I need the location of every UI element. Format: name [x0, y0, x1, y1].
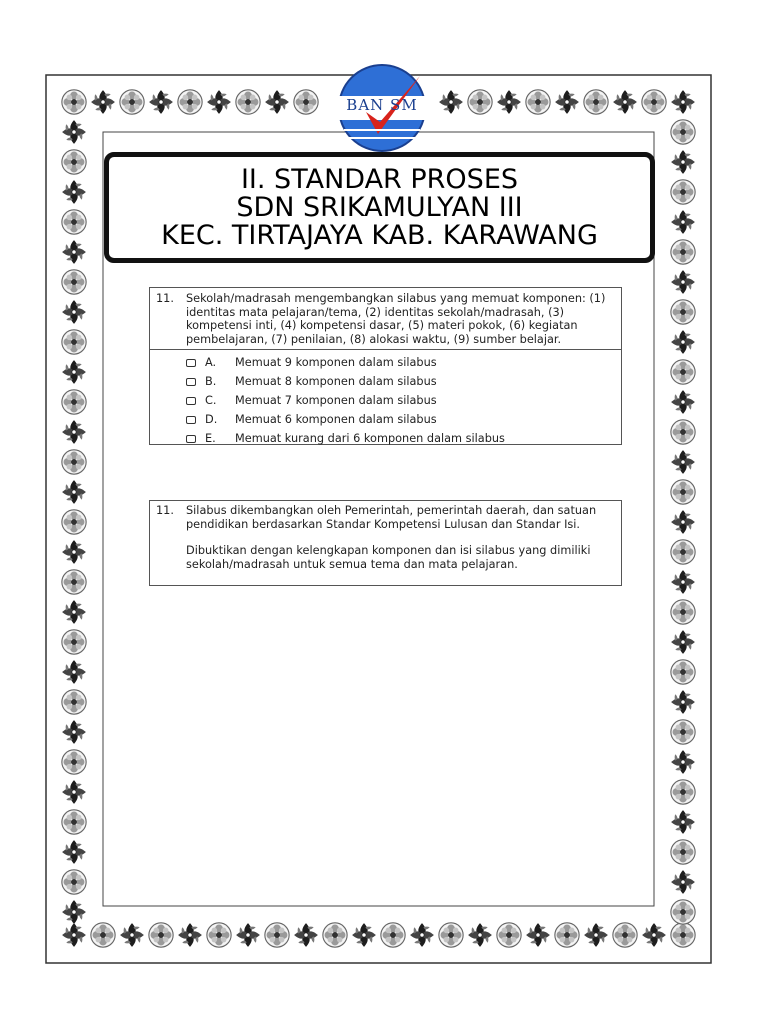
rosette-ornament — [642, 90, 666, 114]
flourish-ornament — [62, 900, 86, 924]
flourish-ornament — [497, 90, 521, 114]
flourish-ornament — [671, 150, 695, 174]
flourish-ornament — [671, 390, 695, 414]
flourish-ornament — [352, 923, 376, 947]
rosette-ornament — [671, 180, 695, 204]
option-a[interactable] — [186, 353, 621, 372]
title-box — [104, 152, 655, 263]
flourish-ornament — [671, 330, 695, 354]
question-text: Sekolah/madrasah mengembangkan silabus yang memuat komponen: (1) identitas mata pelajaran/tema, (2) identitas sekolah/madrasah, (3) kompetensi inti, (4) kompetensi dasar, (5) materi pokok, (6) kegiatan pembelajaran, (7) penilaian, (8) alokasi waktu, (9) sumber belajar. — [186, 292, 606, 346]
checkbox-icon[interactable] — [186, 416, 196, 424]
flourish-ornament — [62, 923, 86, 947]
rosette-ornament — [178, 90, 202, 114]
flourish-ornament — [671, 810, 695, 834]
question-content — [186, 504, 615, 584]
rosette-ornament — [62, 570, 86, 594]
rosette-ornament — [62, 90, 86, 114]
option-text: Memuat 6 komponen dalam silabus — [235, 412, 437, 426]
rosette-ornament — [584, 90, 608, 114]
flourish-ornament — [236, 923, 260, 947]
logo-wordmark: BAN SM — [346, 96, 418, 114]
title-line-2: SDN SRIKAMULYAN III — [236, 191, 523, 223]
checkbox-icon[interactable] — [186, 397, 196, 405]
rosette-ornament — [671, 780, 695, 804]
flourish-ornament — [410, 923, 434, 947]
rosette-ornament — [381, 923, 405, 947]
rosette-ornament — [323, 923, 347, 947]
flourish-ornament — [62, 540, 86, 564]
rosette-ornament — [91, 923, 115, 947]
rosette-ornament — [671, 480, 695, 504]
rosette-ornament — [62, 210, 86, 234]
option-text: Memuat 7 komponen dalam silabus — [235, 393, 437, 407]
flourish-ornament — [671, 210, 695, 234]
option-letter: C. — [205, 393, 217, 407]
checkbox-icon[interactable] — [186, 359, 196, 367]
rosette-ornament — [62, 150, 86, 174]
flourish-ornament — [671, 450, 695, 474]
rosette-ornament — [62, 750, 86, 774]
flourish-ornament — [671, 270, 695, 294]
flourish-ornament — [62, 180, 86, 204]
rosette-ornament — [497, 923, 521, 947]
rosette-ornament — [439, 923, 463, 947]
option-text: Memuat 8 komponen dalam silabus — [235, 374, 437, 388]
rosette-ornament — [207, 923, 231, 947]
rosette-ornament — [526, 90, 550, 114]
flourish-ornament — [62, 120, 86, 144]
flourish-ornament — [62, 360, 86, 384]
flourish-ornament — [62, 300, 86, 324]
question-body — [150, 501, 621, 587]
rosette-ornament — [294, 90, 318, 114]
option-letter: A. — [205, 355, 217, 369]
flourish-ornament — [526, 923, 550, 947]
rosette-ornament — [62, 690, 86, 714]
question-number: 11. — [156, 504, 174, 517]
rosette-ornament — [62, 330, 86, 354]
rosette-ornament — [671, 120, 695, 144]
option-text: Memuat kurang dari 6 komponen dalam silabus — [235, 431, 505, 445]
rosette-ornament — [671, 840, 695, 864]
rosette-ornament — [671, 360, 695, 384]
title-line-1: II. STANDAR PROSES — [240, 163, 519, 195]
title-line-3: KEC. TIRTAJAYA KAB. KARAWANG — [161, 219, 598, 251]
rosette-ornament — [120, 90, 144, 114]
option-e[interactable] — [186, 429, 621, 448]
rosette-ornament — [671, 720, 695, 744]
checkbox-icon[interactable] — [186, 378, 196, 386]
flourish-ornament — [62, 660, 86, 684]
rosette-ornament — [613, 923, 637, 947]
question-text: Silabus dikembangkan oleh Pemerintah, pemerintah daerah, dan satuan pendidikan berdasarkan Standar Kompetensi Lulusan dan Standar Isi. — [186, 504, 597, 531]
rosette-ornament — [671, 923, 695, 947]
flourish-ornament — [671, 690, 695, 714]
flourish-ornament — [439, 90, 463, 114]
rosette-ornament — [265, 923, 289, 947]
rosette-ornament — [671, 660, 695, 684]
rosette-ornament — [62, 630, 86, 654]
rosette-ornament — [62, 390, 86, 414]
rosette-ornament — [62, 450, 86, 474]
option-letter: B. — [205, 374, 217, 388]
checkbox-icon[interactable] — [186, 435, 196, 443]
flourish-ornament — [178, 923, 202, 947]
flourish-ornament — [671, 90, 695, 114]
option-text: Memuat 9 komponen dalam silabus — [235, 355, 437, 369]
flourish-ornament — [62, 780, 86, 804]
flourish-ornament — [294, 923, 318, 947]
rosette-ornament — [149, 923, 173, 947]
option-b[interactable] — [186, 372, 621, 391]
rosette-ornament — [671, 540, 695, 564]
flourish-ornament — [62, 480, 86, 504]
rosette-ornament — [671, 600, 695, 624]
option-d[interactable] — [186, 410, 621, 429]
rosette-ornament — [236, 90, 260, 114]
flourish-ornament — [62, 420, 86, 444]
flourish-ornament — [62, 720, 86, 744]
flourish-ornament — [613, 90, 637, 114]
rosette-ornament — [62, 270, 86, 294]
rosette-ornament — [671, 900, 695, 924]
flourish-ornament — [468, 923, 492, 947]
rosette-ornament — [671, 420, 695, 444]
rosette-ornament — [62, 870, 86, 894]
answer-options — [150, 350, 621, 448]
flourish-ornament — [62, 840, 86, 864]
flourish-ornament — [120, 923, 144, 947]
question-box-1 — [149, 287, 622, 445]
option-letter: E. — [205, 431, 216, 445]
flourish-ornament — [62, 600, 86, 624]
evidence-text: Dibuktikan dengan kelengkapan komponen dan isi silabus yang dimiliki sekolah/madrasah untuk semua tema dan mata pelajaran. — [186, 544, 591, 571]
flourish-ornament — [671, 570, 695, 594]
flourish-ornament — [149, 90, 173, 114]
flourish-ornament — [62, 240, 86, 264]
rosette-ornament — [62, 810, 86, 834]
flourish-ornament — [91, 90, 115, 114]
option-c[interactable] — [186, 391, 621, 410]
flourish-ornament — [671, 750, 695, 774]
flourish-ornament — [671, 510, 695, 534]
flourish-ornament — [207, 90, 231, 114]
flourish-ornament — [642, 923, 666, 947]
flourish-ornament — [555, 90, 579, 114]
question-header — [150, 288, 621, 350]
rosette-ornament — [468, 90, 492, 114]
option-letter: D. — [205, 412, 218, 426]
flourish-ornament — [584, 923, 608, 947]
rosette-ornament — [62, 510, 86, 534]
question-box-2 — [149, 500, 622, 586]
rosette-ornament — [555, 923, 579, 947]
flourish-ornament — [671, 870, 695, 894]
question-number: 11. — [156, 292, 174, 305]
rosette-ornament — [671, 240, 695, 264]
flourish-ornament — [265, 90, 289, 114]
rosette-ornament — [671, 300, 695, 324]
flourish-ornament — [671, 630, 695, 654]
